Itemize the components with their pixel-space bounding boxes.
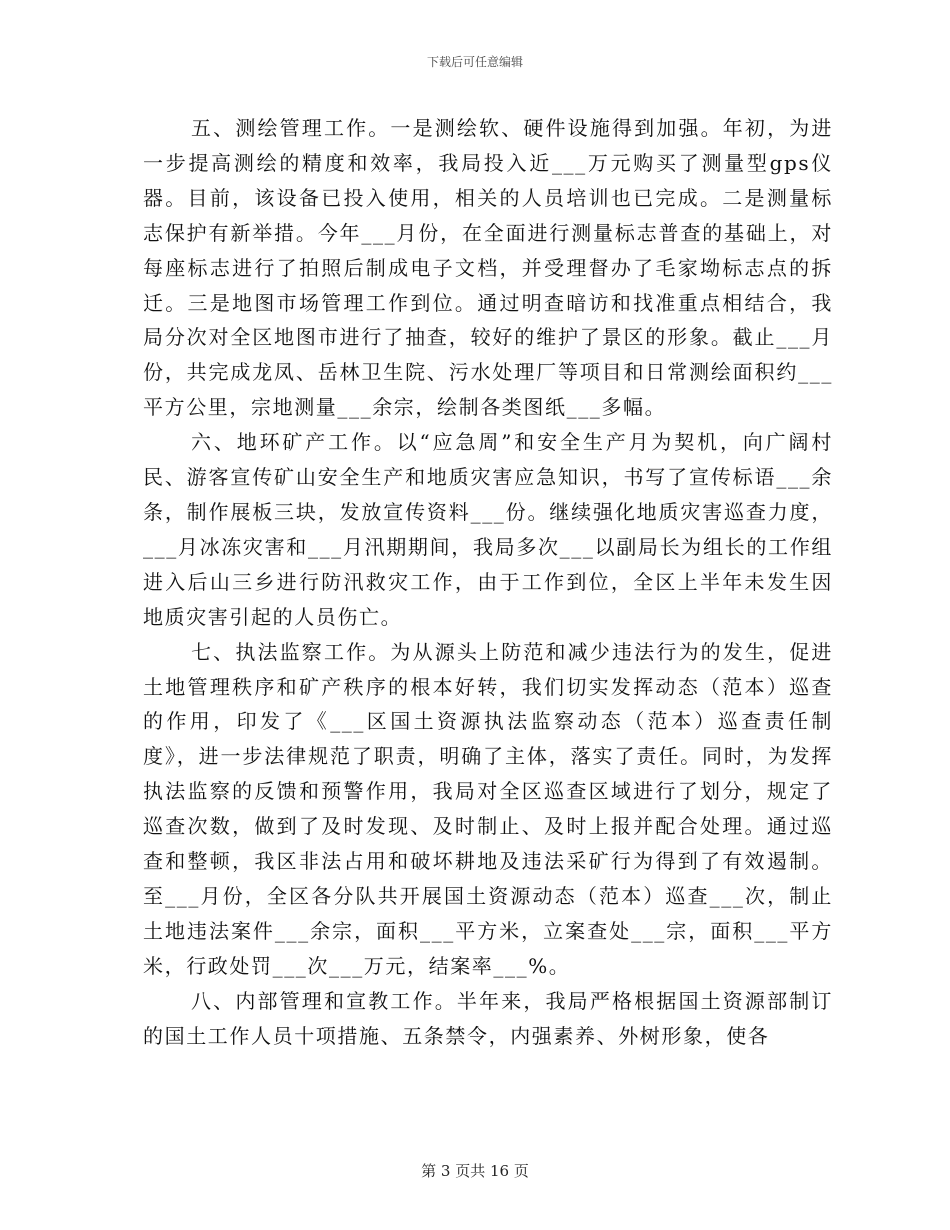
paragraph-geology-mining: 六、地环矿产工作。以“应急周”和安全生产月为契机，向广阔村民、游客宣传矿山安全生产和地质灾害应急知识，书写了宣传标语___余条，制作展板三块，发放宣传资料___份。继续强化地质灾害巡查力度，___月冰冻灾害和___月汛期期间，我局多次___以副局长为组长的工作组进入后山三乡进行防汛救灾工作，由于工作到位，全区上半年未发生因地质灾害引起的人员伤亡。 — [143, 430, 833, 629]
page-footer: 第 3 页共 16 页 — [421, 1162, 529, 1180]
paragraph-law-enforcement: 七、执法监察工作。为从源头上防范和减少违法行为的发生，促进土地管理秩序和矿产秩序的根本好转，我们切实发挥动态（范本）巡查的作用，印发了《___区国土资源执法监察动态（范本）巡查责任制度》，进一步法律规范了职责，明确了主体，落实了责任。同时，为发挥执法监察的反馈和预警作用，我局对全区巡查区域进行了划分，规定了巡查次数，做到了及时发现、及时制止、及时上报并配合处理。通过巡查和整顿，我区非法占用和破坏耕地及违法采矿行为得到了有效遏制。至___月份，全区各分队共开展国土资源动态（范本）巡查___次，制止土地违法案件___余宗，面积___平方米，立案查处___宗，面积___平方米，行政处罚___次___万元，结案率___%。 — [143, 639, 833, 978]
document-body — [143, 111, 833, 1053]
page-header: 下载后可任意编辑 — [426, 55, 523, 69]
paragraph-internal-management: 八、内部管理和宣教工作。半年来，我局严格根据国土资源部制订的国土工作人员十项措施、五条禁令，内强素养、外树形象，使各 — [143, 988, 833, 1048]
paragraph-surveying: 五、测绘管理工作。一是测绘软、硬件设施得到加强。年初，为进一步提高测绘的精度和效率，我局投入近___万元购买了测量型gps仪器。目前，该设备已投入使用，相关的人员培训也已完成。二是测量标志保护有新举措。今年___月份，在全面进行测量标志普查的基础上，对每座标志进行了拍照后制成电子文档，并受理督办了毛家坳标志点的拆迁。三是地图市场管理工作到位。通过明查暗访和找准重点相结合，我局分次对全区地图市进行了抽查，较好的维护了景区的形象。截止___月份，共完成龙凤、岳林卫生院、污水处理厂等项目和日常测绘面积约___平方公里，宗地测量___余宗，绘制各类图纸___多幅。 — [143, 116, 833, 420]
